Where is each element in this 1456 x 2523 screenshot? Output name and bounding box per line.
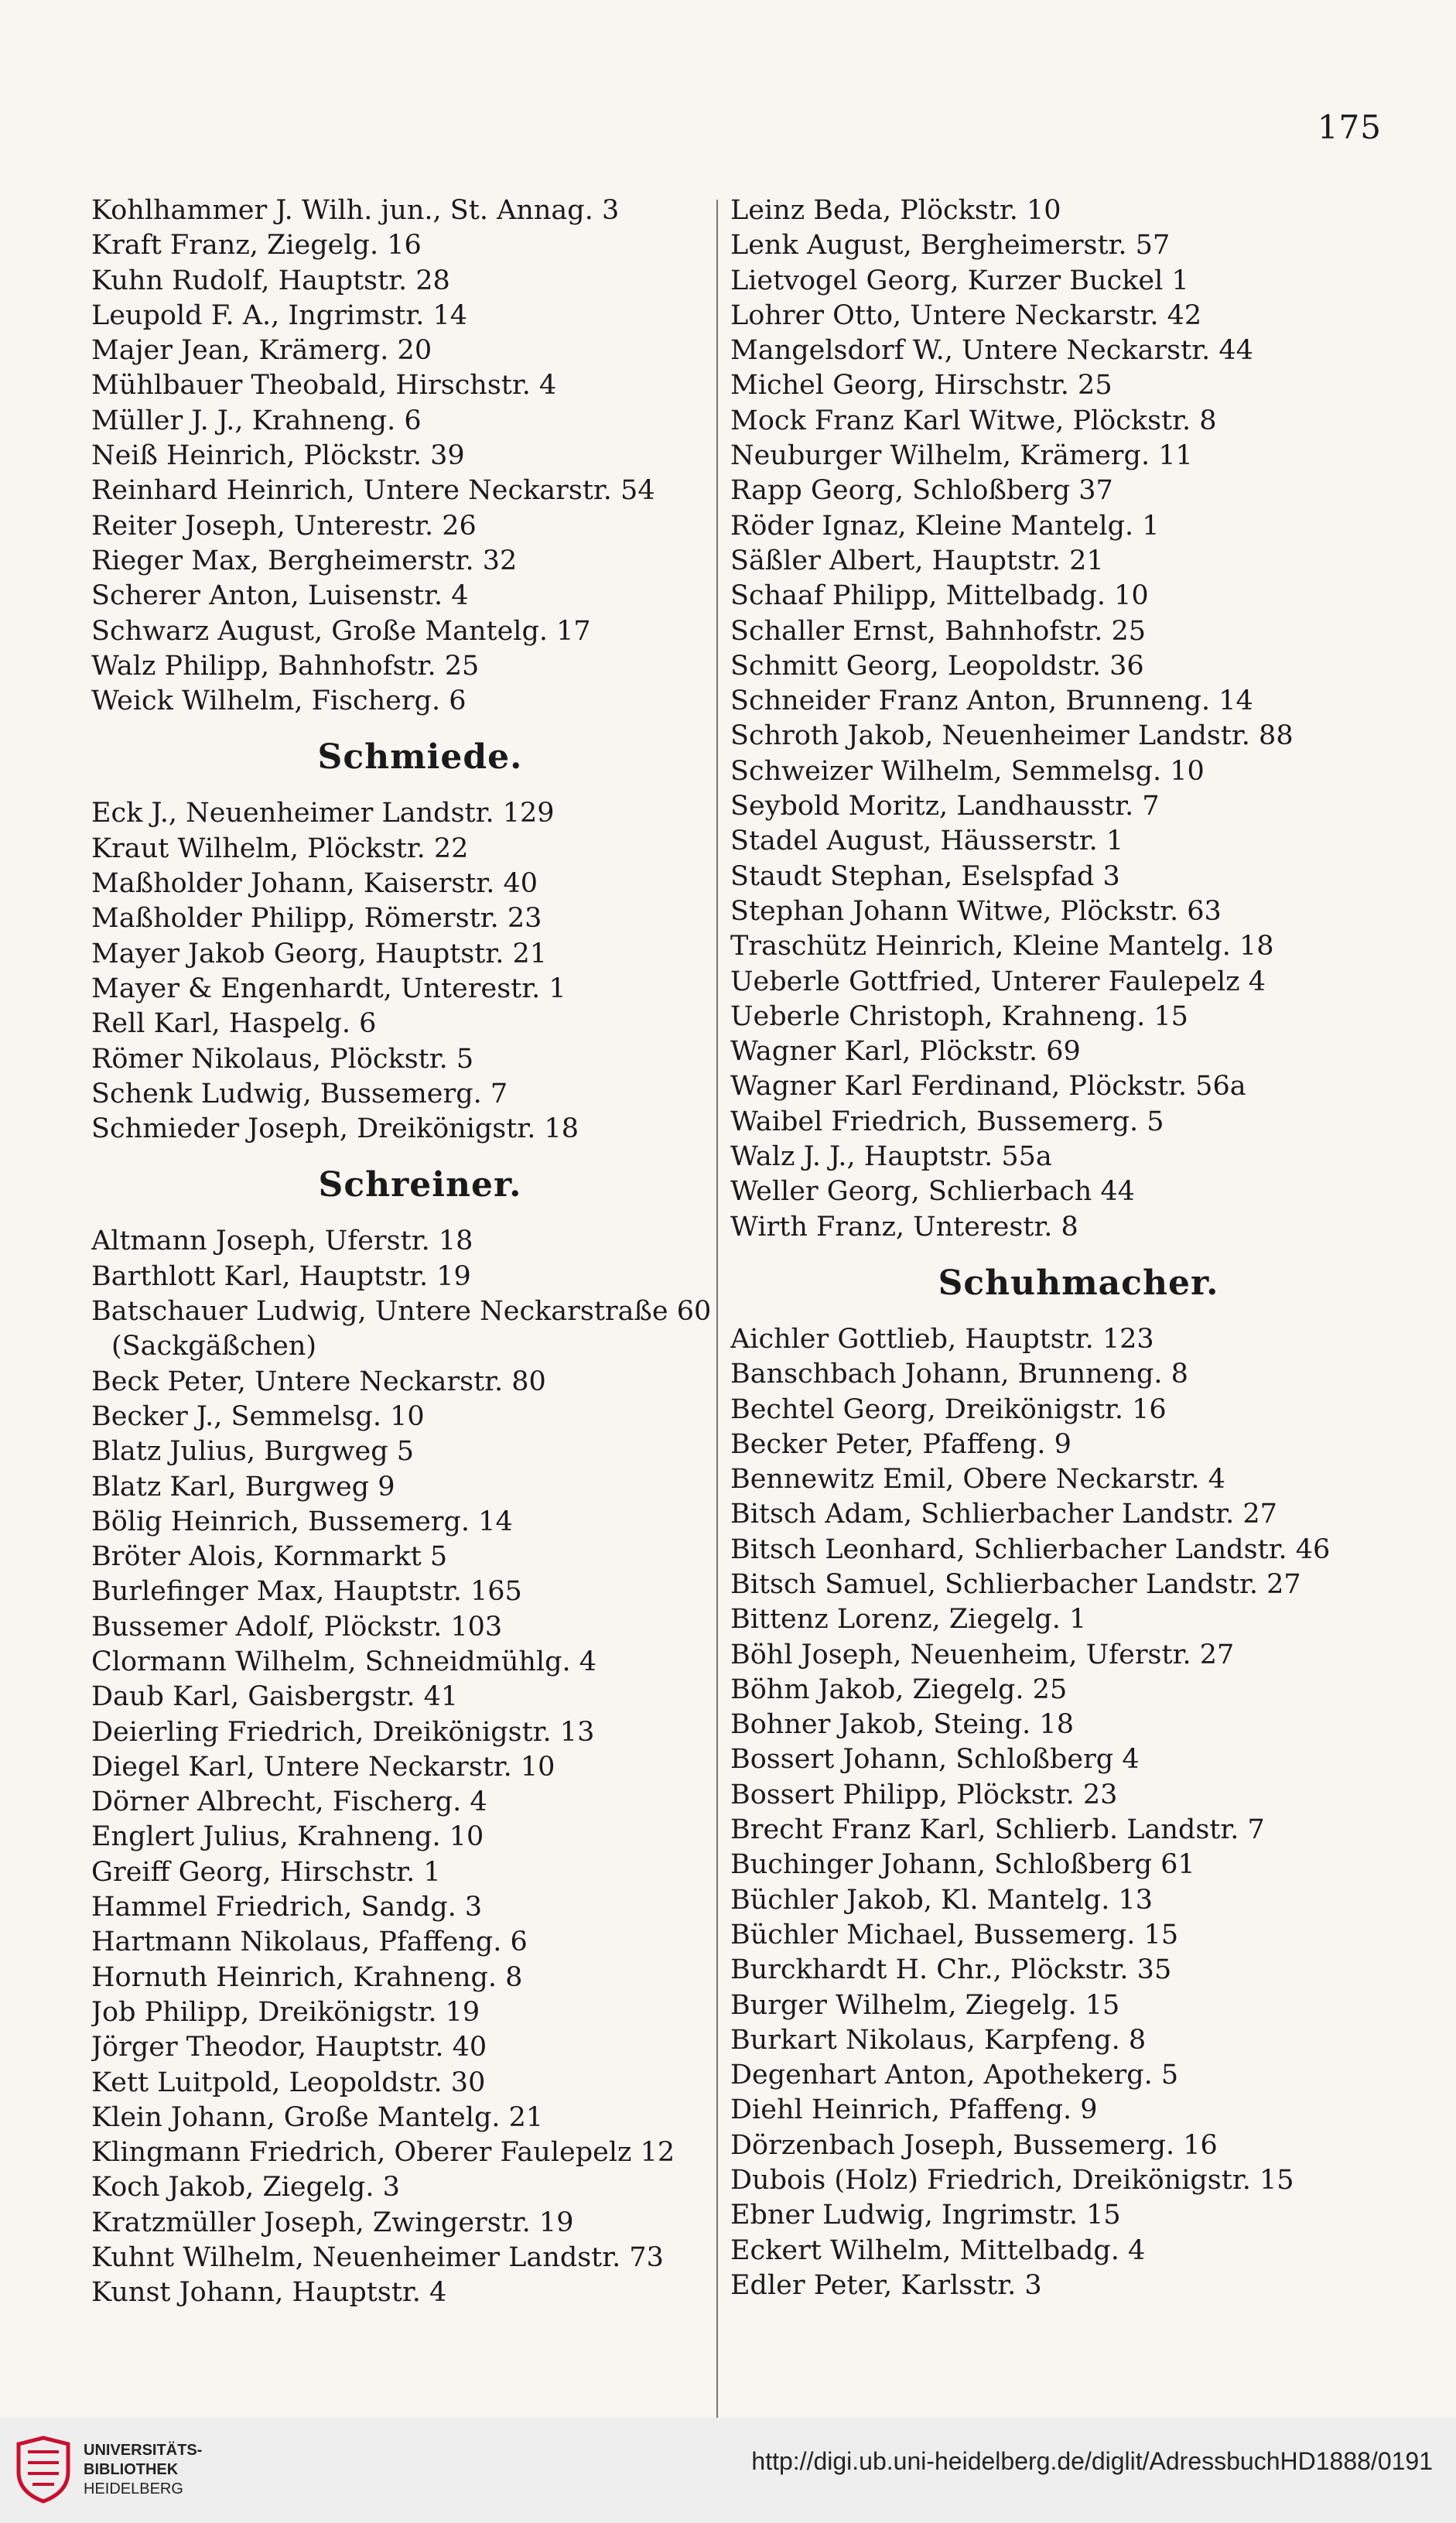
directory-entry: Kratzmüller Joseph, Zwingerstr. 19: [91, 2207, 574, 2238]
directory-entry: Büchler Michael, Bussemerg. 15: [730, 1919, 1179, 1950]
directory-entry: Klingmann Friedrich, Oberer Faulepelz 12: [91, 2137, 675, 2169]
directory-entry: Schenk Ludwig, Bussemerg. 7: [91, 1078, 508, 1109]
directory-entry: Staudt Stephan, Eselspfad 3: [730, 860, 1120, 892]
directory-entry: Wagner Karl, Plöckstr. 69: [730, 1036, 1081, 1068]
directory-entry: Burlefinger Max, Hauptstr. 165: [91, 1576, 522, 1608]
directory-entry: Burckhardt H. Chr., Plöckstr. 35: [730, 1954, 1172, 1986]
directory-entry: Deierling Friedrich, Dreikönigstr. 13: [91, 1716, 595, 1748]
directory-entry: Schmitt Georg, Leopoldstr. 36: [730, 650, 1144, 682]
directory-entry: Rell Karl, Haspelg. 6: [91, 1008, 377, 1040]
directory-entry: Becker Peter, Pfaffeng. 9: [730, 1428, 1071, 1460]
directory-entry: Büchler Jakob, Kl. Mantelg. 13: [730, 1884, 1154, 1916]
directory-entry: Jörger Theodor, Hauptstr. 40: [91, 2032, 487, 2063]
directory-entry: Daub Karl, Gaisbergstr. 41: [91, 1681, 459, 1713]
directory-entry: Scherer Anton, Luisenstr. 4: [91, 580, 469, 612]
directory-entry: Rieger Max, Bergheimerstr. 32: [91, 545, 518, 576]
directory-entry: Walz J. J., Hauptstr. 55a: [730, 1141, 1052, 1173]
library-logo-text: [84, 2441, 202, 2499]
directory-entry: Traschütz Heinrich, Kleine Mantelg. 18: [730, 931, 1274, 962]
directory-entry: Kett Luitpold, Leopoldstr. 30: [91, 2067, 486, 2098]
directory-entry: Säßler Albert, Hauptstr. 21: [730, 545, 1104, 576]
directory-entry: Röder Ignaz, Kleine Mantelg. 1: [730, 510, 1160, 542]
directory-entry: Englert Julius, Krahneng. 10: [91, 1821, 484, 1853]
directory-entry: Clormann Wilhelm, Schneidmühlg. 4: [91, 1646, 597, 1677]
directory-entry: Buchinger Johann, Schloßberg 61: [730, 1849, 1195, 1881]
directory-entry: Schaaf Philipp, Mittelbadg. 10: [730, 580, 1149, 612]
directory-entry: Kuhnt Wilhelm, Neuenheimer Landstr. 73: [91, 2242, 664, 2274]
directory-entry: Bitsch Adam, Schlierbacher Landstr. 27: [730, 1499, 1277, 1530]
directory-entry: Neiß Heinrich, Plöckstr. 39: [91, 440, 465, 472]
directory-entry: Bossert Philipp, Plöckstr. 23: [730, 1779, 1118, 1810]
directory-entry: Maßholder Philipp, Römerstr. 23: [91, 903, 542, 935]
directory-entry: Lenk August, Bergheimerstr. 57: [730, 230, 1171, 262]
directory-entry: Bitsch Leonhard, Schlierbacher Landstr. 46: [730, 1533, 1331, 1565]
directory-entry: Weller Georg, Schlierbach 44: [730, 1176, 1135, 1208]
directory-entry: Müller J. J., Krahneng. 6: [91, 405, 422, 436]
section-heading: Schreiner.: [318, 1165, 522, 1205]
directory-entry: Batschauer Ludwig, Untere Neckarstraße 60: [91, 1296, 712, 1328]
directory-entry: Ueberle Christoph, Krahneng. 15: [730, 1000, 1188, 1032]
directory-entry: Bitsch Samuel, Schlierbacher Landstr. 27: [730, 1568, 1301, 1600]
directory-entry: Banschbach Johann, Brunneng. 8: [730, 1359, 1188, 1390]
directory-entry: Kraut Wilhelm, Plöckstr. 22: [91, 832, 469, 864]
directory-entry: Waibel Friedrich, Bussemerg. 5: [730, 1106, 1164, 1137]
entry-continuation: (Sackgäßchen): [111, 1331, 317, 1362]
directory-entry: Schwarz August, Große Mantelg. 17: [91, 615, 591, 647]
directory-entry: Beck Peter, Untere Neckarstr. 80: [91, 1366, 546, 1397]
directory-entry: Edler Peter, Karlsstr. 3: [730, 2269, 1042, 2301]
directory-entry: Stadel August, Häusserstr. 1: [730, 826, 1124, 857]
directory-entry: Blatz Karl, Burgweg 9: [91, 1471, 395, 1503]
directory-entry: Koch Jakob, Ziegelg. 3: [91, 2172, 400, 2203]
directory-entry: Maßholder Johann, Kaiserstr. 40: [91, 868, 538, 900]
directory-entry: Diehl Heinrich, Pfaffeng. 9: [730, 2094, 1098, 2126]
left-column: [91, 193, 749, 2311]
directory-entry: Kohlhammer J. Wilh. jun., St. Annag. 3: [91, 195, 620, 226]
directory-entry: Job Philipp, Dreikönigstr. 19: [91, 1996, 480, 2028]
directory-entry: Brecht Franz Karl, Schlierb. Landstr. 7: [730, 1814, 1265, 1846]
directory-entry: Reinhard Heinrich, Untere Neckarstr. 54: [91, 475, 655, 507]
directory-entry: Neuburger Wilhelm, Krämerg. 11: [730, 440, 1193, 472]
directory-entry: Eckert Wilhelm, Mittelbadg. 4: [730, 2234, 1146, 2266]
directory-entry: Eck J., Neuenheimer Landstr. 129: [91, 798, 555, 829]
directory-entry: Aichler Gottlieb, Hauptstr. 123: [730, 1323, 1154, 1355]
directory-entry: Schroth Jakob, Neuenheimer Landstr. 88: [730, 720, 1294, 752]
directory-entry: Böhl Joseph, Neuenheim, Uferstr. 27: [730, 1639, 1235, 1670]
directory-entry: Wirth Franz, Unterestr. 8: [730, 1211, 1078, 1243]
directory-entry: Hornuth Heinrich, Krahneng. 8: [91, 1961, 523, 1993]
section-heading: Schuhmacher.: [938, 1263, 1219, 1303]
directory-entry: Schmieder Joseph, Dreikönigstr. 18: [91, 1113, 579, 1145]
directory-entry: Bittenz Lorenz, Ziegelg. 1: [730, 1604, 1087, 1636]
directory-entry: Diegel Karl, Untere Neckarstr. 10: [91, 1751, 555, 1783]
directory-entry: Degenhart Anton, Apothekerg. 5: [730, 2060, 1179, 2091]
directory-entry: Weick Wilhelm, Fischerg. 6: [91, 685, 467, 717]
directory-entry: Walz Philipp, Bahnhofstr. 25: [91, 650, 480, 682]
directory-entry: Mayer & Engenhardt, Unterestr. 1: [91, 973, 566, 1004]
directory-entry: Mangelsdorf W., Untere Neckarstr. 44: [730, 335, 1253, 367]
directory-entry: Greiff Georg, Hirschstr. 1: [91, 1856, 441, 1888]
directory-entry: Dörzenbach Joseph, Bussemerg. 16: [730, 2129, 1218, 2161]
directory-entry: Wagner Karl Ferdinand, Plöckstr. 56a: [730, 1071, 1246, 1103]
directory-entry: Dörner Albrecht, Fischerg. 4: [91, 1786, 487, 1818]
directory-entry: Burger Wilhelm, Ziegelg. 15: [730, 1989, 1120, 2021]
directory-entry: Klein Johann, Große Mantelg. 21: [91, 2101, 544, 2133]
logo-line-2: BIBLIOTHEK: [84, 2461, 179, 2478]
directory-entry: Mock Franz Karl Witwe, Plöckstr. 8: [730, 405, 1217, 436]
right-column: [730, 193, 1427, 2303]
source-url-link[interactable]: http://digi.ub.uni-heidelberg.de/diglit/AdressbuchHD1888/0191: [751, 2447, 1433, 2475]
directory-entry: Schaller Ernst, Bahnhofstr. 25: [730, 615, 1146, 647]
page-number: 175: [1317, 108, 1382, 146]
footer-bar: [0, 2418, 1456, 2523]
directory-entry: Ebner Ludwig, Ingrimstr. 15: [730, 2200, 1121, 2231]
section-heading: Schmiede.: [317, 737, 523, 778]
directory-entry: Seybold Moritz, Landhausstr. 7: [730, 791, 1160, 822]
directory-entry: Burkart Nikolaus, Karpfeng. 8: [730, 2024, 1147, 2056]
directory-entry: Majer Jean, Krämerg. 20: [91, 335, 432, 367]
directory-entry: Reiter Joseph, Unterestr. 26: [91, 510, 477, 542]
university-seal-icon: [12, 2435, 74, 2508]
directory-entry: Kuhn Rudolf, Hauptstr. 28: [91, 265, 450, 296]
directory-entry: Böhm Jakob, Ziegelg. 25: [730, 1673, 1068, 1705]
logo-line-1: UNIVERSITÄTS-: [84, 2442, 203, 2459]
directory-entry: Mühlbauer Theobald, Hirschstr. 4: [91, 370, 557, 402]
directory-entry: Schneider Franz Anton, Brunneng. 14: [730, 685, 1253, 717]
directory-entry: Lietvogel Georg, Kurzer Buckel 1: [730, 265, 1189, 296]
directory-entry: Leupold F. A., Ingrimstr. 14: [91, 299, 468, 331]
directory-entry: Lohrer Otto, Untere Neckarstr. 42: [730, 299, 1202, 331]
directory-entry: Hammel Friedrich, Sandg. 3: [91, 1892, 483, 1923]
directory-entry: Barthlott Karl, Hauptstr. 19: [91, 1260, 471, 1292]
directory-entry: Kraft Franz, Ziegelg. 16: [91, 230, 422, 262]
directory-entry: Altmann Joseph, Uferstr. 18: [91, 1226, 473, 1257]
directory-entry: Bohner Jakob, Steing. 18: [730, 1709, 1074, 1741]
logo-line-3: HEIDELBERG: [84, 2480, 183, 2497]
directory-entry: Leinz Beda, Plöckstr. 10: [730, 195, 1061, 226]
directory-entry: Dubois (Holz) Friedrich, Dreikönigstr. 15: [730, 2165, 1294, 2197]
directory-entry: Mayer Jakob Georg, Hauptstr. 21: [91, 938, 547, 969]
directory-entry: Ueberle Gottfried, Unterer Faulepelz 4: [730, 966, 1266, 997]
directory-entry: Stephan Johann Witwe, Plöckstr. 63: [730, 895, 1222, 927]
directory-entry: Michel Georg, Hirschstr. 25: [730, 370, 1113, 402]
directory-entry: Bennewitz Emil, Obere Neckarstr. 4: [730, 1464, 1225, 1496]
directory-entry: Schweizer Wilhelm, Semmelsg. 10: [730, 755, 1205, 787]
directory-entry: Hartmann Nikolaus, Pfaffeng. 6: [91, 1926, 528, 1958]
directory-entry: Bossert Johann, Schloßberg 4: [730, 1744, 1140, 1776]
directory-entry: Bröter Alois, Kornmarkt 5: [91, 1541, 448, 1573]
directory-entry: Bussemer Adolf, Plöckstr. 103: [91, 1611, 503, 1643]
directory-entry: Becker J., Semmelsg. 10: [91, 1400, 425, 1432]
directory-entry: Kunst Johann, Hauptstr. 4: [91, 2277, 447, 2309]
directory-entry: Rapp Georg, Schloßberg 37: [730, 475, 1113, 507]
column-divider: [716, 200, 718, 2482]
directory-entry: Bechtel Georg, Dreikönigstr. 16: [730, 1393, 1167, 1425]
directory-entry: Blatz Julius, Burgweg 5: [91, 1436, 414, 1468]
directory-entry: Römer Nikolaus, Plöckstr. 5: [91, 1043, 474, 1075]
directory-entry: Bölig Heinrich, Bussemerg. 14: [91, 1506, 513, 1537]
